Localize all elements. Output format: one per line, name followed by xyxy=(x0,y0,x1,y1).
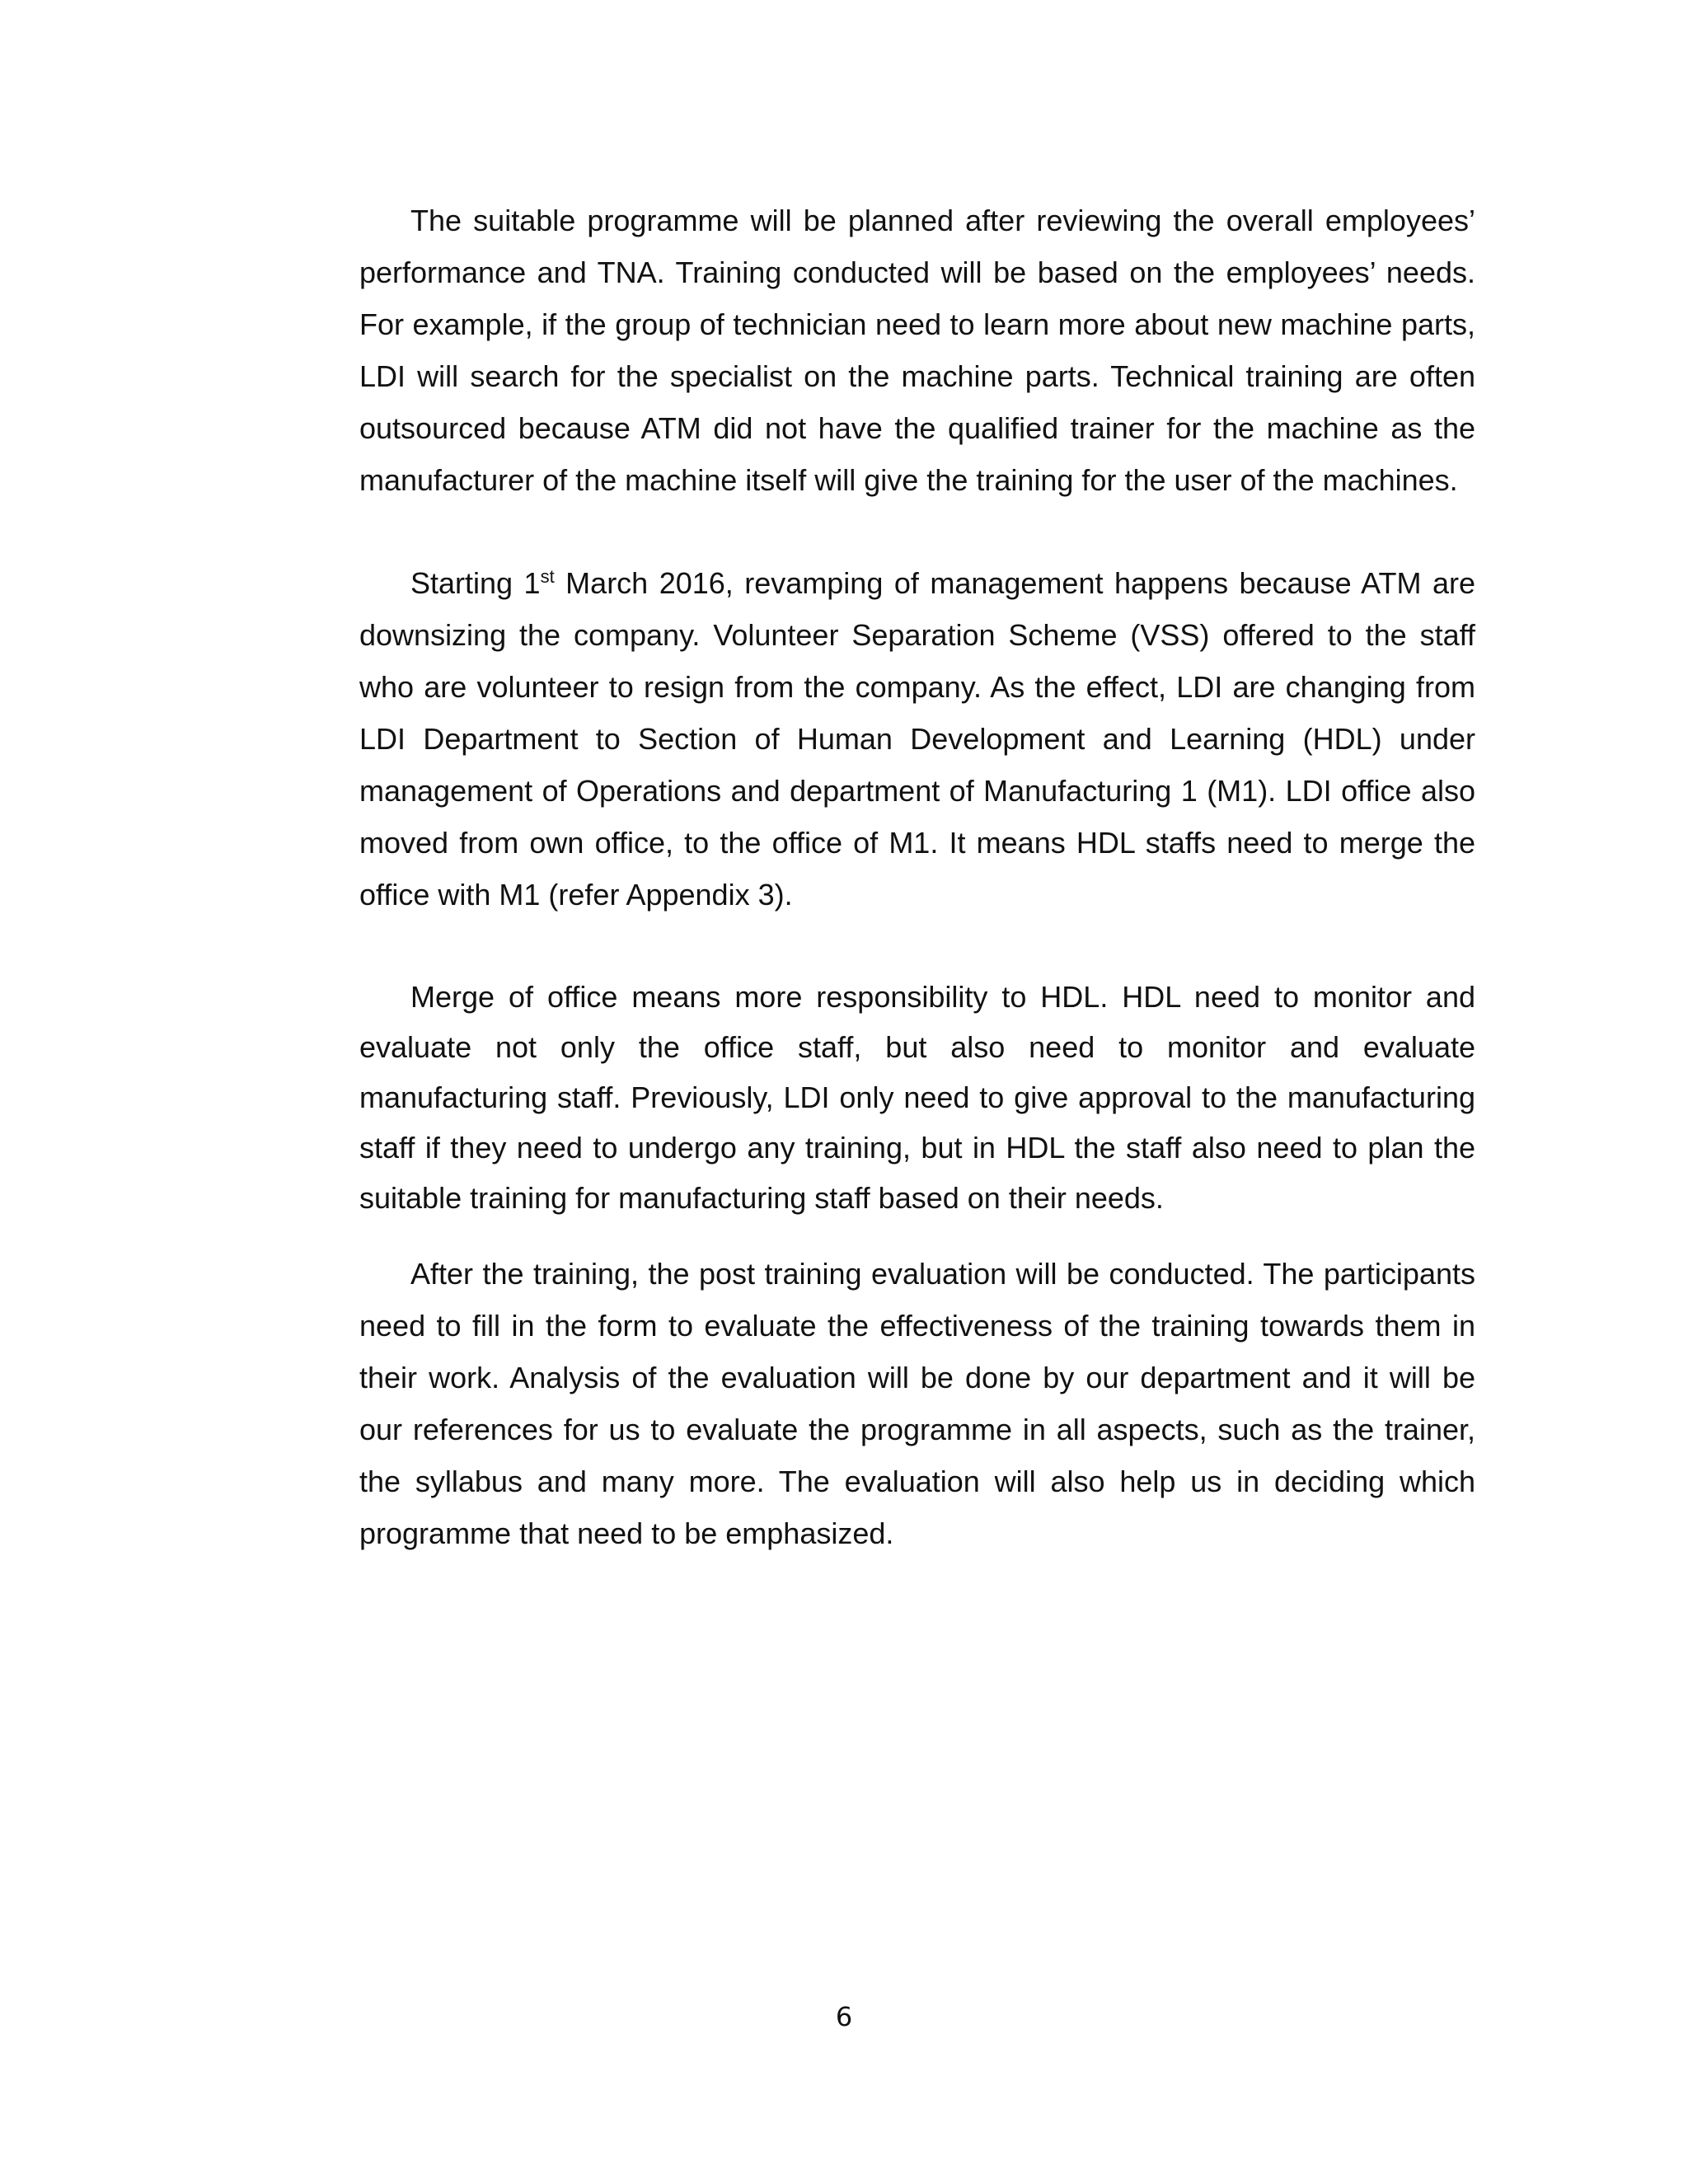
ordinal-superscript: st xyxy=(540,566,555,587)
paragraph-merge-responsibility: Merge of office means more responsibility to HDL. HDL need to monitor and evaluate not only the office staff, but also need to monitor and evaluate manufacturing staff. Previously, LDI only need to give approval to the manufacturing staff if they need to undergo any training, but in HDL the staff also need to plan the suitable training for manufacturing staff based on their needs. xyxy=(359,980,1475,1215)
paragraph-revamping xyxy=(359,557,1475,921)
page-number: 6 xyxy=(835,2001,853,2032)
body-text xyxy=(359,194,1475,1559)
paragraph-revamping-start: Starting 1 xyxy=(410,566,541,600)
paragraph-post-training-evaluation: After the training, the post training evaluation will be conducted. The participants need to fill in the form to evaluate the effectiveness of the training towards them in their work. Analysis of the evaluation will be done by our department and it will be our references for us to evaluate the programme in all aspects, such as the trainer, the syllabus and many more. The evaluation will also help us in deciding which programme that need to be emphasized. xyxy=(359,1257,1475,1550)
paragraph-revamping-rest: March 2016, revamping of management happens because ATM are downsizing the company. Volunteer Separation Scheme (VSS) offered to the staff who are volunteer to resign from the company. As the effect, LDI are changing from LDI Department to Section of Human Development and Learning (HDL) under management of Operations and department of Manufacturing 1 (M1). LDI office also moved from own office, to the office of M1. It means HDL staffs need to merge the office with M1 (refer Appendix 3). xyxy=(359,566,1475,912)
paragraph-programme-planning: The suitable programme will be planned after reviewing the overall employees’ performance and TNA. Training conducted will be based on the employees’ needs. For example, if the group of technician need to learn more about new machine parts, LDI will search for the specialist on the machine parts. Technical training are often outsourced because ATM did not have the qualified trainer for the machine as the manufacturer of the machine itself will give the training for the user of the machines. xyxy=(359,204,1475,497)
